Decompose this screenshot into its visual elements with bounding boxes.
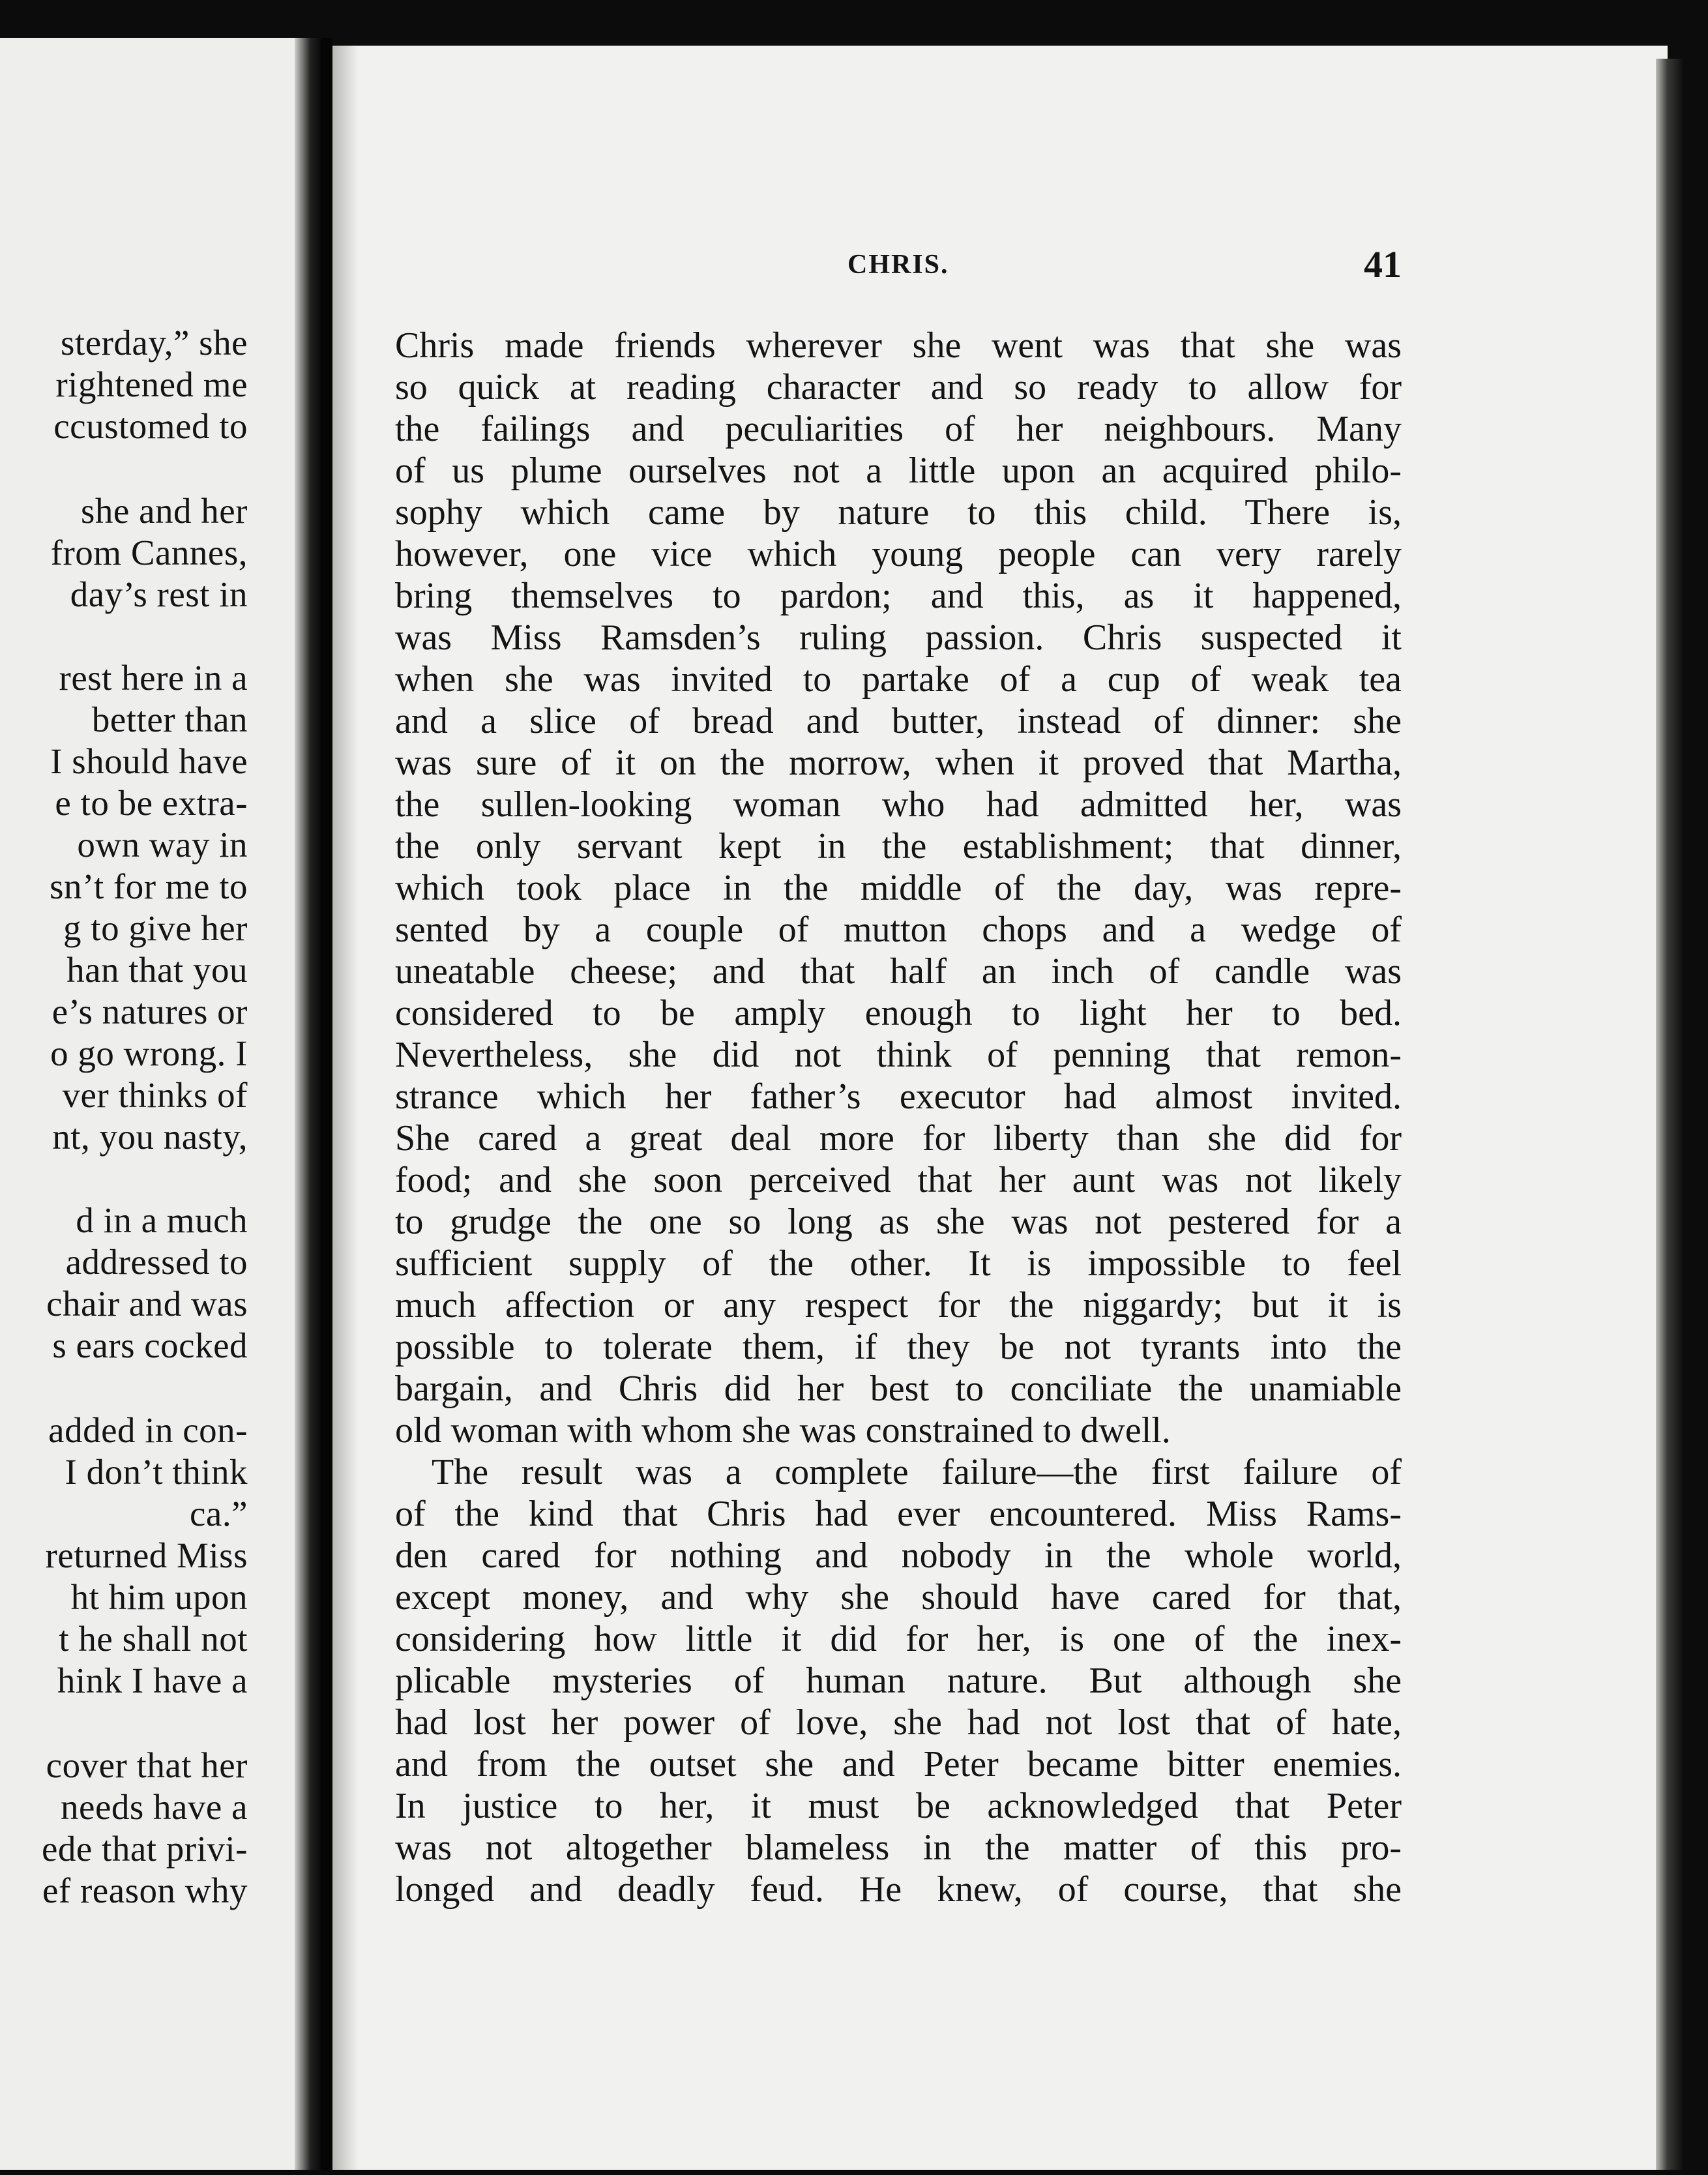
left-line: ca.” <box>190 1494 248 1533</box>
text-line: and from the outset she and Peter became bitter enemies. <box>395 1744 1402 1784</box>
left-line: hink I have a <box>57 1661 248 1700</box>
text-line: had lost her power of love, she had not lost that of hate, <box>395 1702 1402 1743</box>
left-line: s ears cocked <box>52 1325 248 1365</box>
left-line: nt, you nasty, <box>52 1117 248 1157</box>
text-line: longed and deadly feud. He knew, of course, that she <box>395 1869 1402 1910</box>
left-line: from Cannes, <box>50 533 248 572</box>
text-line: In justice to her, it must be acknowledged that Peter <box>395 1786 1402 1826</box>
inner-page-shadow <box>332 46 359 2170</box>
text-line: so quick at reading character and so ready to allow for <box>395 367 1402 407</box>
text-line: Chris made friends wherever she went was that she was <box>395 325 1402 366</box>
gutter-shadow <box>295 38 321 2170</box>
text-line: the only servant kept in the establishment; that dinner, <box>395 826 1402 866</box>
left-line: sn’t for me to <box>50 866 248 906</box>
text-line: She cared a great deal more for liberty than she did for <box>395 1118 1402 1159</box>
left-line: rest here in a <box>59 658 248 698</box>
text-line: uneatable cheese; and that half an inch of candle was <box>395 951 1402 992</box>
text-line: food; and she soon perceived that her aunt was not likely <box>395 1160 1402 1200</box>
text-line: and a slice of bread and butter, instead of dinner: she <box>395 701 1402 741</box>
text-line: bargain, and Chris did her best to conciliate the unamiable <box>395 1369 1402 1409</box>
left-line: own way in <box>77 825 248 865</box>
text-line: considering how little it did for her, is one of the inex- <box>395 1619 1402 1659</box>
left-line: rightened me <box>55 364 248 404</box>
text-line: the sullen-looking woman who had admitted her, was <box>395 784 1402 825</box>
text-line: bring themselves to pardon; and this, as it happened, <box>395 576 1402 616</box>
left-line: t he shall not <box>59 1619 248 1659</box>
body-text <box>395 325 1402 1910</box>
paragraph-end-line: old woman with whom she was constrained to dwell. <box>395 1410 1171 1451</box>
text-line: considered to be amply enough to light her to bed. <box>395 993 1402 1033</box>
scan-border <box>0 2170 1708 2175</box>
text-line: which took place in the middle of the day, was repre- <box>395 868 1402 908</box>
text-line: Nevertheless, she did not think of penning that remon- <box>395 1035 1402 1075</box>
text-line: sophy which came by nature to this child. There is, <box>395 492 1402 533</box>
text-line: strance which her father’s executor had almost invited. <box>395 1076 1402 1117</box>
text-line: to grudge the one so long as she was not pestered for a <box>395 1202 1402 1242</box>
left-page <box>0 38 301 2170</box>
text-line: plicable mysteries of human nature. But although she <box>395 1661 1402 1701</box>
left-line: I don’t think <box>65 1452 248 1492</box>
left-line: added in con- <box>48 1410 248 1450</box>
left-line: she and her <box>81 491 248 531</box>
text-line: of us plume ourselves not a little upon an acquired philo- <box>395 451 1402 491</box>
text-line: was Miss Ramsden’s ruling passion. Chris suspected it <box>395 617 1402 658</box>
text-line: when she was invited to partake of a cup of weak tea <box>395 659 1402 700</box>
text-line: much affection or any respect for the niggardy; but it is <box>395 1285 1402 1325</box>
text-line: the failings and peculiarities of her neighbours. Many <box>395 409 1402 449</box>
running-head: CHRIS. <box>847 250 949 280</box>
left-line: ede that privi- <box>42 1829 248 1869</box>
left-line: han that you <box>66 950 248 990</box>
left-line: chair and was <box>46 1284 248 1324</box>
left-line: sterday,” she <box>61 323 248 363</box>
left-line: ef reason why <box>42 1871 248 1910</box>
left-line: cover that her <box>46 1745 248 1785</box>
left-line: day’s rest in <box>70 574 248 614</box>
text-line: however, one vice which young people can very rarely <box>395 534 1402 574</box>
left-line: better than <box>91 700 248 739</box>
left-line: ht him upon <box>70 1577 248 1617</box>
text-line: The result was a complete failure—the first failure of <box>432 1452 1402 1492</box>
left-line: needs have a <box>61 1787 248 1827</box>
page-number: 41 <box>1364 243 1402 286</box>
text-line: of the kind that Chris had ever encountered. Miss Rams- <box>395 1494 1402 1534</box>
left-line: g to give her <box>63 908 248 948</box>
left-line: addressed to <box>65 1242 248 1282</box>
page-edge <box>1656 59 1685 2170</box>
left-line: I should have <box>50 741 248 781</box>
left-line: o go wrong. I <box>50 1033 248 1073</box>
text-line: was sure of it on the morrow, when it proved that Martha, <box>395 743 1402 783</box>
text-line: was not altogether blameless in the matter of this pro- <box>395 1827 1402 1868</box>
left-line: ver thinks of <box>62 1075 248 1115</box>
text-line: sented by a couple of mutton chops and a wedge of <box>395 910 1402 950</box>
text-line: possible to tolerate them, if they be not tyrants into the <box>395 1327 1402 1367</box>
left-line: returned Miss <box>45 1535 248 1575</box>
text-line: except money, and why she should have cared for that, <box>395 1577 1402 1618</box>
text-line: den cared for nothing and nobody in the whole world, <box>395 1535 1402 1576</box>
text-line: sufficient supply of the other. It is impossible to feel <box>395 1243 1402 1284</box>
book-spine <box>321 38 332 2170</box>
left-line: ccustomed to <box>53 406 248 446</box>
left-line: e to be extra- <box>55 783 248 823</box>
left-line: d in a much <box>76 1200 248 1240</box>
left-line: e’s natures or <box>52 992 248 1031</box>
